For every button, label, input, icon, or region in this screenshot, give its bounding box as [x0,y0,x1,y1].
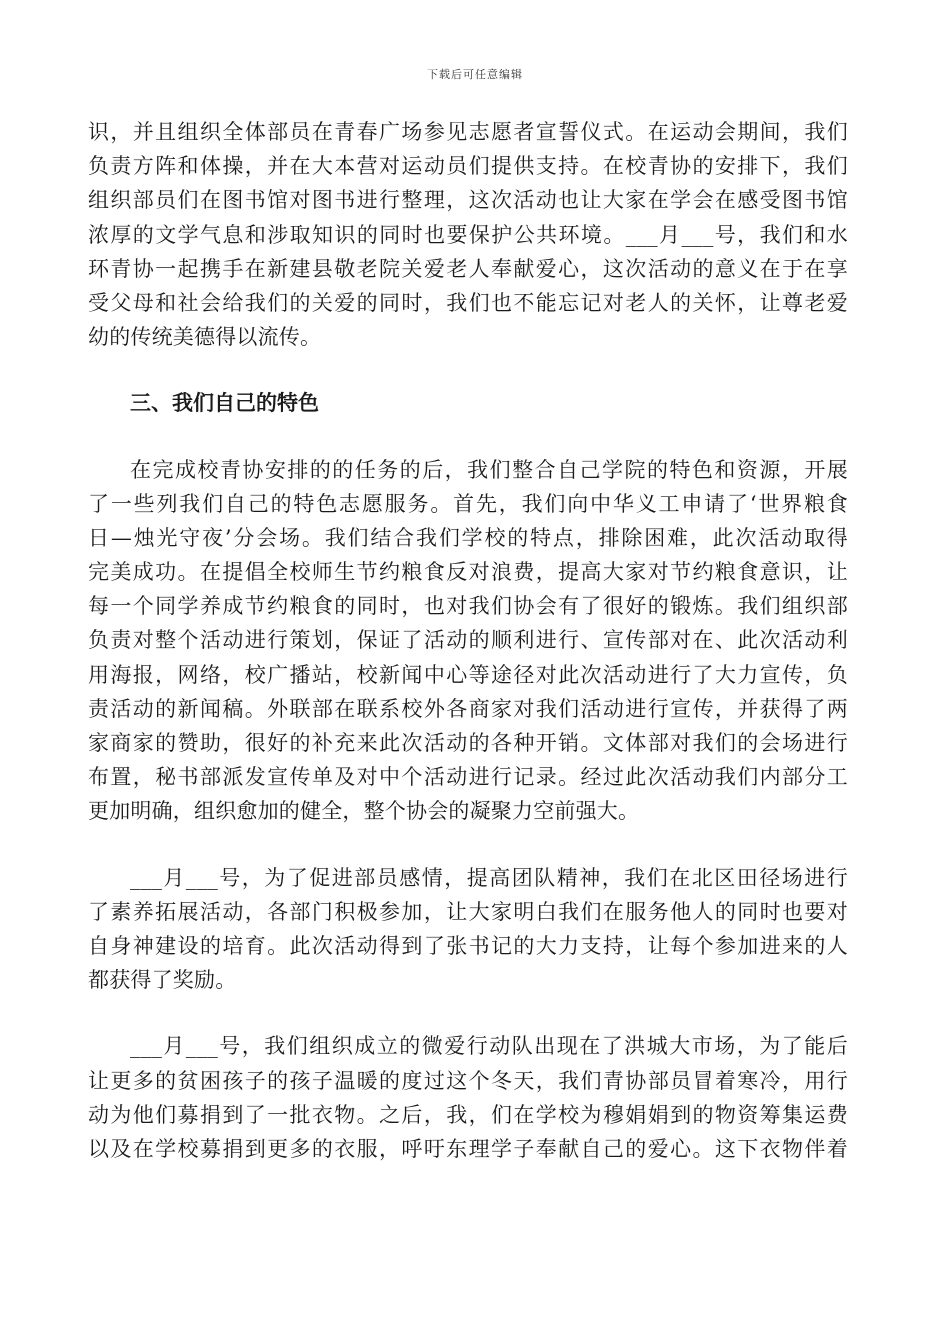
text-line: 自身神建设的培育。此次活动得到了张书记的大力支持，让每个参加进来的人 [88,933,848,958]
section-heading: 三、我们自己的特色 [130,390,319,416]
text-line: 在完成校青协安排的的任务的后，我们整合自己学院的特色和资源，开展 [130,457,848,482]
text-line: 让更多的贫困孩子的孩子温暖的度过这个冬天，我们青协部员冒着寒冷，用行 [88,1068,848,1093]
paragraph-team-building [88,861,848,998]
text-line: 每一个同学养成节约粮食的同时，也对我们协会有了很好的锻炼。我们组织部 [88,594,848,619]
paragraph-spacing [88,829,848,861]
text-line: 动为他们募捐到了一批衣物。之后，我，们在学校为穆娟娟到的物资筹集运费 [88,1102,848,1127]
text-line: 用海报，网络，校广播站，校新闻中心等途径对此次活动进行了大力宣传，负 [88,662,848,687]
paragraph-spacing [88,997,848,1029]
paragraph-spacing [88,354,848,386]
text-line: 受父母和社会给我们的关爱的同时，我们也不能忘记对老人的关怀，让尊老爱 [88,290,848,315]
text-line: 日—烛光守夜’分会场。我们结合我们学校的特点，排除困难，此次活动取得 [88,525,848,550]
text-line: 家商家的赞助，很好的补充来此次活动的各种开销。文体部对我们的会场进行 [88,731,848,755]
page-header: 下载后可任意编辑 [427,68,523,81]
text-line: 负责方阵和体操，并在大本营对运动员们提供支持。在校青协的安排下，我们 [88,154,848,179]
document-body [88,115,848,1166]
text-line: 更加明确，组织愈加的健全，整个协会的凝聚力空前强大。 [88,799,640,824]
paragraph-clothing-donation [88,1029,848,1166]
text-line: 完美成功。在提倡全校师生节约粮食反对浪费，提高大家对节约粮食意识，让 [88,560,848,585]
text-line: 都获得了奖励。 [88,968,237,993]
paragraph-volunteer-activities [88,115,848,354]
paragraph-spacing [88,421,848,453]
text-line: 浓厚的文学气息和涉取知识的同时也要保护公共环境。___月___号，我们和水 [88,222,848,247]
text-line: 布置，秘书部派发宣传单及对中个活动进行记录。经过此次活动我们内部分工 [88,765,848,790]
paragraph-features [88,453,848,829]
text-line: ___月___号，我们组织成立的微爱行动队出现在了洪城大市场，为了能后 [130,1034,848,1059]
text-line: 责活动的新闻稿。外联部在联系校外各商家对我们活动进行宣传，并获得了两 [88,696,848,721]
text-line: 了素养拓展活动，各部门积极参加，让大家明白我们在服务他人的同时也要对 [88,899,848,924]
text-line: 环青协一起携手在新建县敬老院关爱老人奉献爱心，这次活动的意义在于在享 [88,256,848,281]
text-line: 负责对整个活动进行策划，保证了活动的顺利进行、宣传部对在、此次活动利 [88,628,848,653]
text-line: 识，并且组织全体部员在青春广场参见志愿者宣誓仪式。在运动会期间，我们 [88,120,848,144]
text-line: ___月___号，为了促进部员感情，提高团队精神，我们在北区田径场进行 [130,865,848,890]
text-line: 以及在学校募捐到更多的衣服，呼吁东理学子奉献自己的爱心。这下衣物伴着 [88,1136,848,1161]
text-line: 组织部员们在图书馆对图书进行整理，这次活动也让大家在学会在感受图书馆 [88,188,848,213]
text-line: 了一些列我们自己的特色志愿服务。首先，我们向中华义工申请了‘世界粮食 [88,491,848,516]
text-line: 幼的传统美德得以流传。 [88,325,322,350]
